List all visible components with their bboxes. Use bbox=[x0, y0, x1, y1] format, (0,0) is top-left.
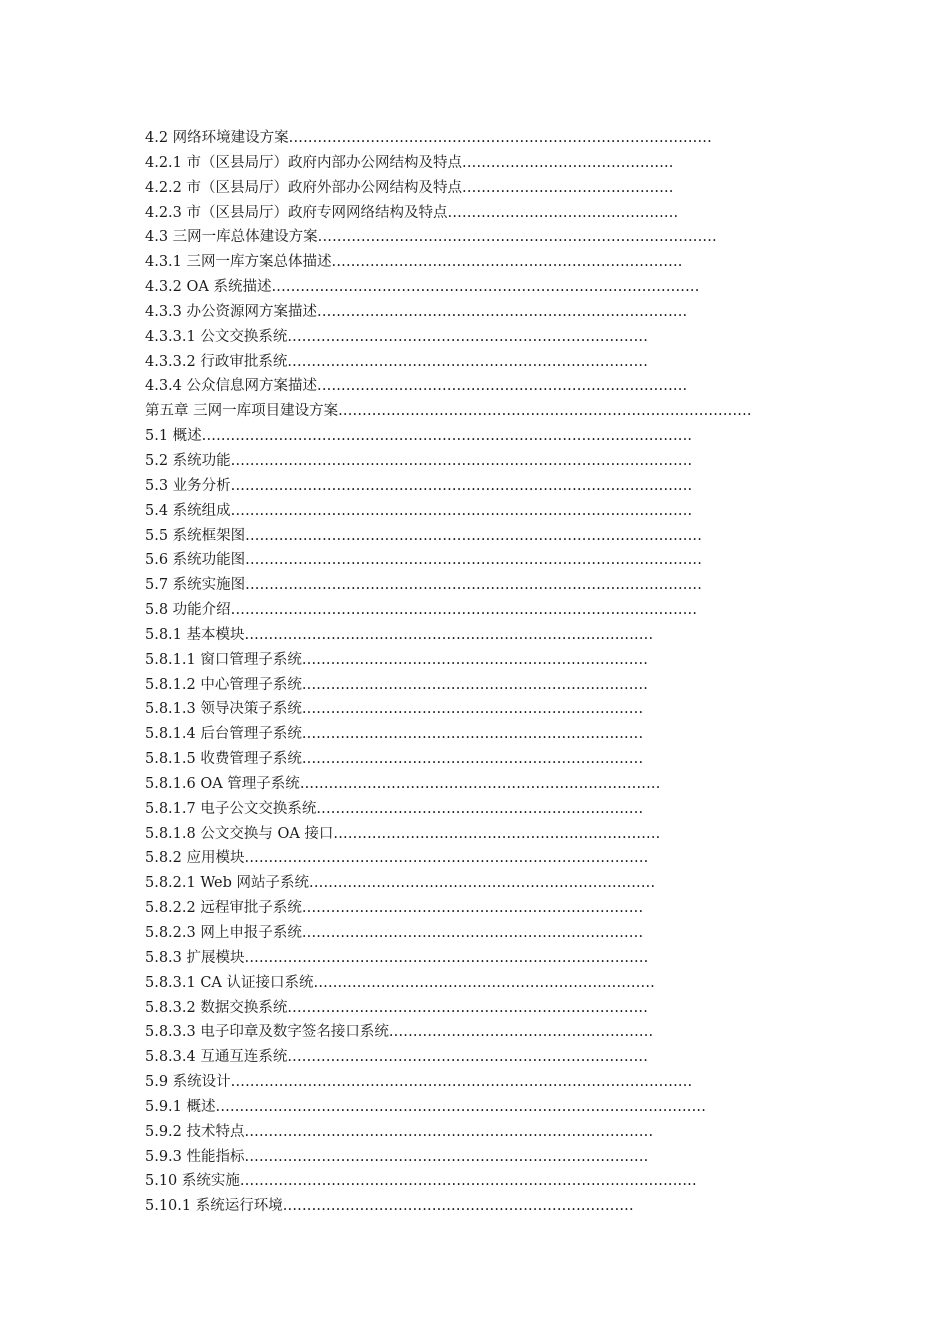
toc-entry-title: 5.2 系统功能 bbox=[145, 452, 231, 469]
toc-entry[interactable] bbox=[145, 1020, 765, 1045]
toc-entry-title: 5.8.2.1 Web 网站子系统 bbox=[145, 875, 310, 892]
toc-entry[interactable] bbox=[145, 524, 765, 549]
toc-dot-leader: ............................................................................. bbox=[317, 378, 688, 395]
toc-dot-leader: ........................................................................ bbox=[301, 651, 649, 668]
toc-entry-title: 4.2 网络环境建设方案 bbox=[145, 130, 289, 146]
toc-entry[interactable] bbox=[145, 300, 765, 325]
toc-entry[interactable] bbox=[145, 623, 765, 648]
toc-entry[interactable] bbox=[145, 697, 765, 722]
toc-dot-leader: .................................................................... bbox=[333, 825, 661, 842]
toc-entry-title: 5.10.1 系统运行环境 bbox=[145, 1198, 283, 1215]
toc-dot-leader: .................................................................... bbox=[316, 800, 644, 817]
toc-dot-leader: ....................................................................... bbox=[301, 925, 644, 941]
toc-entry[interactable] bbox=[145, 921, 765, 946]
toc-entry[interactable] bbox=[145, 573, 765, 598]
toc-dot-leader: ........................................................................ bbox=[301, 676, 649, 693]
toc-entry[interactable] bbox=[145, 499, 765, 524]
toc-entry[interactable] bbox=[145, 747, 765, 772]
toc-dot-leader: ........................................................................... bbox=[287, 353, 649, 370]
toc-entry[interactable] bbox=[145, 176, 765, 201]
toc-entry[interactable] bbox=[145, 250, 765, 275]
toc-dot-leader: ........................................................................... bbox=[287, 1049, 649, 1066]
toc-entry-title: 5.8.2.2 远程审批子系统 bbox=[145, 900, 302, 917]
toc-entry[interactable] bbox=[145, 896, 765, 921]
toc-entry-title: 4.2.3 市（区县局厅）政府专网网络结构及特点 bbox=[145, 204, 448, 221]
toc-entry-title: 5.1 概述 bbox=[145, 428, 202, 445]
toc-entry-title: 5.8.1.1 窗口管理子系统 bbox=[145, 651, 302, 668]
toc-entry[interactable] bbox=[145, 1070, 765, 1095]
toc-entry[interactable] bbox=[145, 548, 765, 573]
toc-entry-title: 5.9.3 性能指标 bbox=[145, 1148, 245, 1165]
toc-entry[interactable] bbox=[145, 225, 765, 250]
toc-entry[interactable] bbox=[145, 673, 765, 698]
toc-entry[interactable] bbox=[145, 151, 765, 176]
toc-dot-leader: ................................................................................... bbox=[317, 229, 717, 246]
toc-entry[interactable] bbox=[145, 996, 765, 1021]
toc-entry[interactable] bbox=[145, 722, 765, 747]
toc-dot-leader: ....................................................................... bbox=[301, 726, 644, 743]
toc-entry-title: 4.3.3.1 公文交换系统 bbox=[145, 328, 288, 345]
toc-entry-title: 5.8.1.5 收费管理子系统 bbox=[145, 751, 302, 768]
toc-entry[interactable] bbox=[145, 1120, 765, 1145]
toc-dot-leader: ................................................................................................. bbox=[230, 602, 698, 619]
toc-entry[interactable] bbox=[145, 971, 765, 996]
toc-entry-title: 4.2.1 市（区县局厅）政府内部办公网结构及特点 bbox=[145, 154, 463, 171]
toc-dot-leader: ................................................................................................ bbox=[230, 502, 693, 519]
toc-entry-title: 5.8.3 扩展模块 bbox=[145, 949, 245, 966]
toc-entry-title: 5.6 系统功能图 bbox=[145, 552, 246, 569]
toc-dot-leader: ....................................................................... bbox=[301, 900, 644, 917]
toc-entry[interactable] bbox=[145, 126, 765, 151]
toc-dot-leader: ..................................................................................... bbox=[244, 626, 654, 643]
toc-dot-leader: ......................................................................... bbox=[331, 254, 683, 271]
toc-entry-title: 4.3.1 三网一库方案总体描述 bbox=[145, 254, 332, 271]
toc-dot-leader: ............................................ bbox=[462, 179, 674, 196]
toc-entry-title: 4.2.2 市（区县局厅）政府外部办公网结构及特点 bbox=[145, 179, 463, 196]
toc-entry[interactable] bbox=[145, 946, 765, 971]
toc-entry-title: 5.9 系统设计 bbox=[145, 1074, 231, 1091]
toc-entry-title: 5.8.2 应用模块 bbox=[145, 850, 245, 867]
toc-entry-title: 4.3.4 公众信息网方案描述 bbox=[145, 378, 318, 395]
toc-dot-leader: ........................................................................................ bbox=[288, 130, 712, 146]
toc-dot-leader: ...................................................................................................... bbox=[201, 428, 693, 445]
toc-dot-leader: ....................................................... bbox=[388, 1024, 654, 1041]
toc-entry-title: 5.3 业务分析 bbox=[145, 477, 231, 494]
toc-entry[interactable] bbox=[145, 1169, 765, 1194]
toc-dot-leader: ........................................................................... bbox=[287, 328, 649, 345]
toc-entry[interactable] bbox=[145, 474, 765, 499]
toc-dot-leader: ...................................................................................................... bbox=[215, 1098, 707, 1115]
toc-entry-title: 5.8.1.2 中心管理子系统 bbox=[145, 676, 302, 693]
toc-entry-title: 5.8.3.1 CA 认证接口系统 bbox=[145, 974, 314, 991]
toc-entry[interactable] bbox=[145, 772, 765, 797]
toc-dot-leader: ................................................ bbox=[447, 204, 679, 221]
toc-dot-leader: ......................................................................................... bbox=[271, 279, 700, 296]
toc-dot-leader: ..................................................................................... bbox=[244, 1123, 654, 1140]
toc-dot-leader: ................................................................................................ bbox=[230, 452, 693, 469]
toc-entry[interactable] bbox=[145, 275, 765, 300]
toc-dot-leader: ............................................................................................... bbox=[245, 527, 703, 544]
toc-entry[interactable] bbox=[145, 1145, 765, 1170]
toc-entry-title: 5.8.3.3 电子印章及数字签名接口系统 bbox=[145, 1024, 389, 1041]
toc-dot-leader: ....................................................................... bbox=[313, 974, 655, 991]
toc-entry[interactable] bbox=[145, 1045, 765, 1070]
toc-entry-title: 第五章 三网一库项目建设方案 bbox=[145, 403, 339, 420]
toc-entry-title: 5.8.1 基本模块 bbox=[145, 626, 245, 643]
toc-entry-title: 5.8 功能介绍 bbox=[145, 602, 231, 619]
toc-dot-leader: ........................................................................ bbox=[309, 875, 656, 892]
toc-entry-title: 5.8.3.2 数据交换系统 bbox=[145, 999, 288, 1016]
toc-entry-title: 5.8.1.6 OA 管理子系统 bbox=[145, 775, 300, 792]
toc-entry-title: 5.5 系统框架图 bbox=[145, 527, 246, 544]
toc-entry[interactable] bbox=[145, 598, 765, 623]
toc-dot-leader: ......................................................................... bbox=[282, 1198, 634, 1215]
toc-entry-title: 5.8.2.3 网上申报子系统 bbox=[145, 925, 302, 941]
toc-dot-leader: ............................................ bbox=[462, 154, 674, 171]
toc-entry-title: 4.3.2 OA 系统描述 bbox=[145, 279, 272, 296]
toc-entry[interactable] bbox=[145, 350, 765, 375]
toc-entry[interactable] bbox=[145, 1194, 765, 1219]
toc-dot-leader: ................................................................................................ bbox=[230, 1074, 693, 1091]
toc-entry-title: 5.7 系统实施图 bbox=[145, 577, 246, 594]
table-of-contents bbox=[145, 126, 765, 1219]
toc-dot-leader: ....................................................................... bbox=[301, 751, 644, 768]
toc-entry[interactable] bbox=[145, 1095, 765, 1120]
toc-entry-title: 5.8.1.7 电子公文交换系统 bbox=[145, 800, 317, 817]
toc-entry[interactable] bbox=[145, 424, 765, 449]
toc-entry-title: 5.8.1.8 公文交换与 OA 接口 bbox=[145, 825, 334, 842]
toc-entry-title: 4.3.3.2 行政审批系统 bbox=[145, 353, 288, 370]
toc-dot-leader: ...................................................................................... bbox=[338, 403, 752, 420]
toc-dot-leader: .................................................................................... bbox=[244, 949, 649, 966]
toc-entry-title: 5.9.1 概述 bbox=[145, 1098, 216, 1115]
toc-entry-title: 4.3 三网一库总体建设方案 bbox=[145, 229, 318, 246]
toc-entry[interactable] bbox=[145, 797, 765, 822]
toc-dot-leader: ....................................................................... bbox=[301, 701, 644, 718]
toc-entry-title: 5.4 系统组成 bbox=[145, 502, 231, 519]
toc-entry-title: 5.10 系统实施 bbox=[145, 1173, 240, 1190]
toc-entry-title: 5.8.1.3 领导决策子系统 bbox=[145, 701, 302, 718]
toc-entry[interactable] bbox=[145, 374, 765, 399]
toc-entry[interactable] bbox=[145, 648, 765, 673]
toc-entry[interactable] bbox=[145, 449, 765, 474]
toc-entry-title: 5.8.1.4 后台管理子系统 bbox=[145, 726, 302, 743]
toc-dot-leader: .................................................................................... bbox=[244, 850, 649, 867]
toc-dot-leader: ................................................................................................ bbox=[230, 477, 693, 494]
toc-dot-leader: ........................................................................... bbox=[299, 775, 661, 792]
toc-entry[interactable] bbox=[145, 201, 765, 226]
toc-dot-leader: ............................................................................................... bbox=[245, 552, 703, 569]
toc-dot-leader: ............................................................................................... bbox=[245, 577, 703, 594]
toc-entry-title: 4.3.3 办公资源网方案描述 bbox=[145, 303, 318, 320]
toc-entry-title: 5.9.2 技术特点 bbox=[145, 1123, 245, 1140]
toc-entry[interactable] bbox=[145, 846, 765, 871]
toc-entry[interactable] bbox=[145, 399, 765, 424]
toc-dot-leader: ............................................................................. bbox=[317, 303, 688, 320]
toc-dot-leader: .................................................................................... bbox=[244, 1148, 649, 1165]
toc-entry[interactable] bbox=[145, 325, 765, 350]
toc-entry-title: 5.8.3.4 互通互连系统 bbox=[145, 1049, 288, 1066]
toc-entry[interactable] bbox=[145, 871, 765, 896]
toc-dot-leader: ........................................................................... bbox=[287, 999, 649, 1016]
toc-entry[interactable] bbox=[145, 822, 765, 847]
toc-dot-leader: ............................................................................................... bbox=[239, 1173, 697, 1190]
